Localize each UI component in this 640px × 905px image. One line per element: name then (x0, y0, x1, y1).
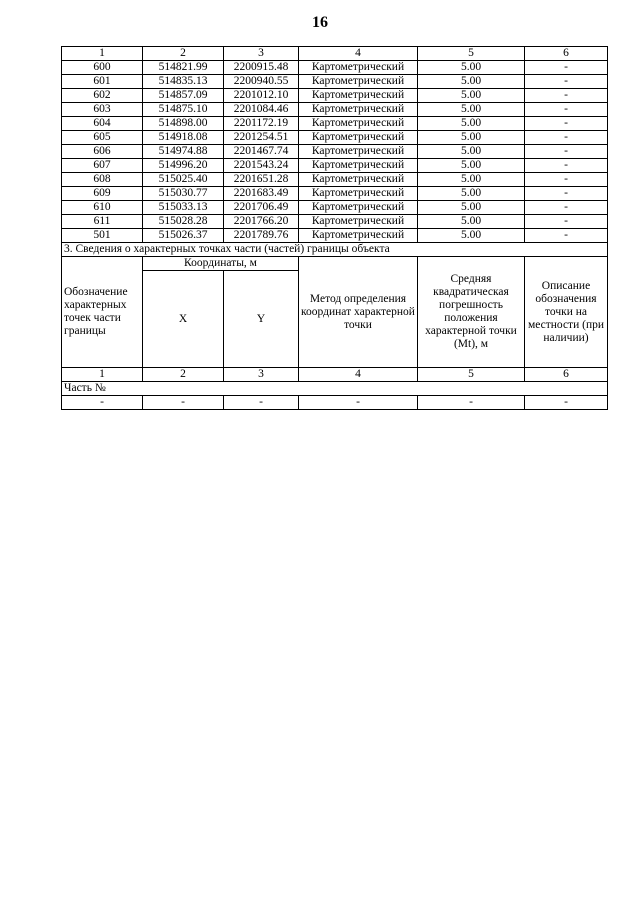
table-cell: Картометрический (299, 131, 418, 145)
table-cell: 515030.77 (143, 187, 224, 201)
table-row (62, 89, 608, 103)
table-cell: Картометрический (299, 159, 418, 173)
column-number: 5 (418, 47, 525, 61)
table-cell: 514898.00 (143, 117, 224, 131)
description-header: Описание обозначения точки на местности (при наличии) (525, 257, 608, 368)
table-cell: Картометрический (299, 145, 418, 159)
table-row (62, 201, 608, 215)
table-cell: - (525, 145, 608, 159)
table-cell: Картометрический (299, 75, 418, 89)
table-cell: 514996.20 (143, 159, 224, 173)
table-row (62, 173, 608, 187)
column-number: 6 (525, 368, 608, 382)
section-title-row (62, 243, 608, 257)
table-cell: 5.00 (418, 173, 525, 187)
column-number: 6 (525, 47, 608, 61)
column-number: 4 (299, 368, 418, 382)
table-row (62, 131, 608, 145)
table-cell: - (525, 117, 608, 131)
empty-cell: - (525, 396, 608, 410)
table-cell: - (525, 187, 608, 201)
table-cell: 2201766.20 (224, 215, 299, 229)
method-header: Метод определения координат характерной точки (299, 257, 418, 368)
accuracy-header: Средняя квадратическая погрешность положения характерной точки (Mt), м (418, 257, 525, 368)
table-cell: - (525, 89, 608, 103)
table-row (62, 215, 608, 229)
point-designation-header: Обозначение характерных точек части границы (62, 257, 143, 368)
empty-cell: - (62, 396, 143, 410)
table-cell: Картометрический (299, 187, 418, 201)
table-cell: 5.00 (418, 201, 525, 215)
table-row (62, 61, 608, 75)
table-cell: 2201651.28 (224, 173, 299, 187)
table-cell: Картометрический (299, 103, 418, 117)
table-cell: 5.00 (418, 75, 525, 89)
page-number: 16 (312, 14, 328, 31)
section-title: 3. Сведения о характерных точках части (частей) границы объекта (62, 243, 608, 257)
table-cell: Картометрический (299, 117, 418, 131)
part-label: Часть № (62, 382, 608, 396)
table-cell: 5.00 (418, 229, 525, 243)
table-cell: 2201683.49 (224, 187, 299, 201)
column-number: 1 (62, 368, 143, 382)
column-number: 3 (224, 368, 299, 382)
table-cell: 514857.09 (143, 89, 224, 103)
empty-cell: - (224, 396, 299, 410)
table-cell: 5.00 (418, 215, 525, 229)
section-header-row (62, 257, 608, 271)
table-row (62, 145, 608, 159)
empty-cell: - (418, 396, 525, 410)
column-number-row (62, 47, 608, 61)
table-cell: 600 (62, 61, 143, 75)
table-cell: 514918.08 (143, 131, 224, 145)
table-cell: 5.00 (418, 145, 525, 159)
table-cell: Картометрический (299, 215, 418, 229)
table-cell: 2201543.24 (224, 159, 299, 173)
table-cell: - (525, 215, 608, 229)
table-cell: Картометрический (299, 229, 418, 243)
table-cell: - (525, 75, 608, 89)
table-cell: 610 (62, 201, 143, 215)
empty-data-row (62, 396, 608, 410)
table-cell: 603 (62, 103, 143, 117)
table-cell: Картометрический (299, 89, 418, 103)
column-number: 1 (62, 47, 143, 61)
table-cell: - (525, 159, 608, 173)
table-cell: - (525, 173, 608, 187)
table-cell: 515028.28 (143, 215, 224, 229)
column-number: 4 (299, 47, 418, 61)
table-cell: - (525, 61, 608, 75)
table-cell: 501 (62, 229, 143, 243)
table-row (62, 103, 608, 117)
table-cell: 2200915.48 (224, 61, 299, 75)
table-cell: 5.00 (418, 103, 525, 117)
table-cell: 602 (62, 89, 143, 103)
column-number: 2 (143, 47, 224, 61)
table-row (62, 117, 608, 131)
table-cell: Картометрический (299, 61, 418, 75)
table-cell: 2201789.76 (224, 229, 299, 243)
empty-cell: - (143, 396, 224, 410)
table-cell: 608 (62, 173, 143, 187)
table-cell: - (525, 131, 608, 145)
table-cell: 515026.37 (143, 229, 224, 243)
column-number: 2 (143, 368, 224, 382)
table-cell: 5.00 (418, 159, 525, 173)
table-row (62, 159, 608, 173)
table-row (62, 187, 608, 201)
table-cell: 5.00 (418, 187, 525, 201)
table-cell: 611 (62, 215, 143, 229)
table-cell: 609 (62, 187, 143, 201)
part-label-row (62, 382, 608, 396)
empty-cell: - (299, 396, 418, 410)
table-row (62, 75, 608, 89)
table-cell: 604 (62, 117, 143, 131)
table-cell: 5.00 (418, 117, 525, 131)
table-cell: 2201467.74 (224, 145, 299, 159)
table-cell: 2201706.49 (224, 201, 299, 215)
table-cell: 514974.88 (143, 145, 224, 159)
table-cell: 514875.10 (143, 103, 224, 117)
table-cell: 2201084.46 (224, 103, 299, 117)
table-cell: 2200940.55 (224, 75, 299, 89)
table-cell: 601 (62, 75, 143, 89)
table-cell: - (525, 201, 608, 215)
y-header: Y (224, 271, 299, 368)
section-column-number-row (62, 368, 608, 382)
table-cell: 515025.40 (143, 173, 224, 187)
table-cell: 5.00 (418, 131, 525, 145)
coordinates-header: Координаты, м (143, 257, 299, 271)
table-cell: 2201254.51 (224, 131, 299, 145)
table-cell: 605 (62, 131, 143, 145)
table-cell: Картометрический (299, 201, 418, 215)
column-number: 3 (224, 47, 299, 61)
table-row (62, 229, 608, 243)
coordinates-table (61, 46, 608, 410)
table-cell: - (525, 103, 608, 117)
table-cell: 5.00 (418, 61, 525, 75)
table-cell: 515033.13 (143, 201, 224, 215)
x-header: X (143, 271, 224, 368)
table-cell: 606 (62, 145, 143, 159)
table-cell: Картометрический (299, 173, 418, 187)
table-cell: 514821.99 (143, 61, 224, 75)
table-cell: 5.00 (418, 89, 525, 103)
table-cell: 514835.13 (143, 75, 224, 89)
table-cell: 2201172.19 (224, 117, 299, 131)
table-cell: 2201012.10 (224, 89, 299, 103)
table-cell: - (525, 229, 608, 243)
table-cell: 607 (62, 159, 143, 173)
column-number: 5 (418, 368, 525, 382)
